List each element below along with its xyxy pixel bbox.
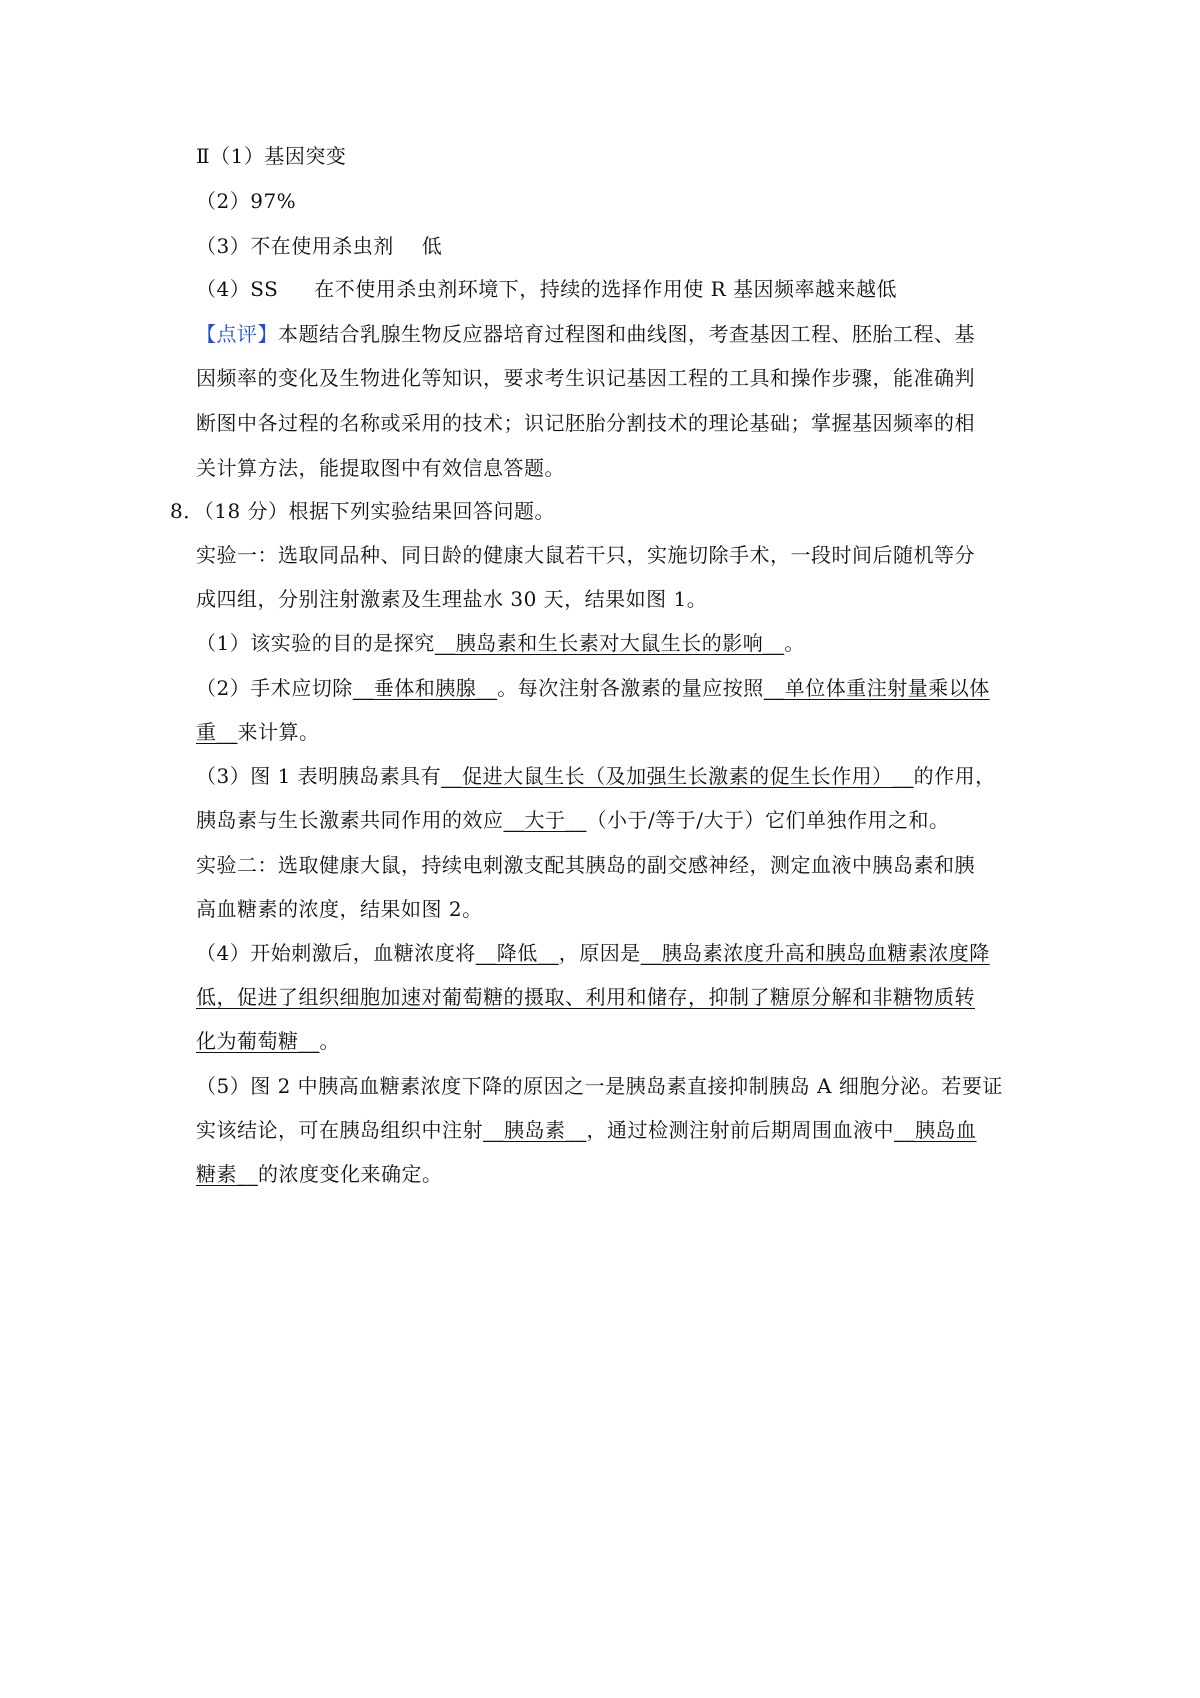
comment-line-2 xyxy=(196,364,975,392)
sub-question-5-answer-2b: 糖素__ xyxy=(196,1162,258,1186)
sub-question-5-line-2 xyxy=(196,1116,977,1144)
part2-answer-2-text: （2）97% xyxy=(196,189,297,213)
part2-answer-3 xyxy=(196,232,442,260)
comment-text-4: 关计算方法，能提取图中有效信息答题。 xyxy=(196,456,565,480)
sub-question-4-answer-2a: __胰岛素浓度升高和胰岛血糖素浓度降 xyxy=(640,941,990,965)
experiment-1-line-2 xyxy=(196,585,707,613)
sub-question-1-answer: __胰岛素和生长素对大鼠生长的影响__ xyxy=(434,631,785,655)
question-8-title xyxy=(170,497,555,525)
part2-answer-3-value: 低 xyxy=(421,234,443,258)
sub-question-2-answer-2b: 重__ xyxy=(196,720,238,744)
sub-question-2-answer-2a: __单位体重注射量乘以体 xyxy=(763,676,990,700)
sub-question-4-line-1 xyxy=(196,939,990,967)
sub-question-5-answer-2a: __胰岛血 xyxy=(894,1118,977,1142)
sub-question-5-answer-1: __胰岛素__ xyxy=(483,1118,587,1142)
sub-question-4-end: 。 xyxy=(319,1029,340,1053)
sub-question-5-prompt: （5）图 2 中胰高血糖素浓度下降的原因之一是胰岛素直接抑制胰岛 A 细胞分泌。若要证 xyxy=(196,1074,1003,1098)
sub-question-3-line-2 xyxy=(196,806,949,834)
comment-text-2: 因频率的变化及生物进化等知识，要求考生识记基因工程的工具和操作步骤，能准确判 xyxy=(196,366,975,390)
experiment-2-line-2 xyxy=(196,895,483,923)
sub-question-3-line-1 xyxy=(196,762,996,790)
comment-line-3 xyxy=(196,409,975,437)
part2-answer-4-genotype: （4）SS xyxy=(196,277,279,301)
sub-question-4-line-3 xyxy=(196,1027,340,1055)
sub-question-1 xyxy=(196,629,805,657)
sub-question-3-prompt: （3）图 1 表明胰岛素具有 xyxy=(196,764,442,788)
sub-question-4-line-2 xyxy=(196,983,975,1011)
sub-question-3-end-1: 的作用， xyxy=(913,764,996,788)
sub-question-3-answer-2: __大于__ xyxy=(503,808,587,832)
sub-question-2-line-2 xyxy=(196,718,320,746)
sub-question-3-end-2: （小于/等于/大于）它们单独作用之和。 xyxy=(586,808,950,832)
sub-question-1-prompt: （1）该实验的目的是探究 xyxy=(196,631,435,655)
sub-question-2-line-1 xyxy=(196,674,990,702)
sub-question-4-answer-2c: 化为葡萄糖__ xyxy=(196,1029,320,1053)
part2-answer-1-text: Ⅱ（1）基因突变 xyxy=(196,144,347,168)
comment-tag: 【点评】 xyxy=(196,322,278,346)
part2-answer-4 xyxy=(196,275,897,303)
sub-question-3-prompt-2: 胰岛素与生长激素共同作用的效应 xyxy=(196,808,504,832)
sub-question-4-prompt: （4）开始刺激后，血糖浓度将 xyxy=(196,941,476,965)
sub-question-5-line-3 xyxy=(196,1160,443,1188)
question-8-title-text: 8．（18 分）根据下列实验结果回答问题。 xyxy=(170,499,556,523)
comment-line-1 xyxy=(196,320,975,348)
comment-text-1: 本题结合乳腺生物反应器培育过程图和曲线图，考查基因工程、胚胎工程、基 xyxy=(278,322,975,346)
experiment-2-line-1 xyxy=(196,851,975,879)
sub-question-4-answer-1: __降低__ xyxy=(475,941,559,965)
part2-answer-3-text: （3）不在使用杀虫剂 xyxy=(196,234,394,258)
sub-question-5-end: 的浓度变化来确定。 xyxy=(258,1162,443,1186)
comment-text-3: 断图中各过程的名称或采用的技术；识记胚胎分割技术的理论基础；掌握基因频率的相 xyxy=(196,411,975,435)
experiment-1-line-1 xyxy=(196,541,975,569)
part2-answer-2 xyxy=(196,187,296,215)
sub-question-5-line-1 xyxy=(196,1072,1003,1100)
experiment-2-text-1: 实验二：选取健康大鼠，持续电刺激支配其胰岛的副交感神经，测定血液中胰岛素和胰 xyxy=(196,853,975,877)
sub-question-2-end: 来计算。 xyxy=(237,720,320,744)
part2-answer-1 xyxy=(196,142,346,170)
sub-question-2-middle: 。每次注射各激素的量应按照 xyxy=(497,676,764,700)
sub-question-1-end: 。 xyxy=(784,631,805,655)
experiment-2-text-2: 高血糖素的浓度，结果如图 2。 xyxy=(196,897,483,921)
sub-question-2-answer-1: __垂体和胰腺__ xyxy=(352,676,498,700)
experiment-1-text-2: 成四组，分别注射激素及生理盐水 30 天，结果如图 1。 xyxy=(196,587,708,611)
sub-question-5-prompt-2: 实该结论，可在胰岛组织中注射 xyxy=(196,1118,483,1142)
sub-question-2-prompt: （2）手术应切除 xyxy=(196,676,353,700)
sub-question-4-answer-2b: 低，促进了组织细胞加速对葡萄糖的摄取、利用和储存，抑制了糖原分解和非糖物质转 xyxy=(196,985,975,1009)
sub-question-5-middle: ，通过检测注射前后期周围血液中 xyxy=(586,1118,894,1142)
sub-question-4-middle: ，原因是 xyxy=(558,941,641,965)
part2-answer-4-reason: 在不使用杀虫剂环境下，持续的选择作用使 R 基因频率越来越低 xyxy=(314,277,898,301)
experiment-1-text-1: 实验一：选取同品种、同日龄的健康大鼠若干只，实施切除手术，一段时间后随机等分 xyxy=(196,543,975,567)
sub-question-3-answer-1: __促进大鼠生长（及加强生长激素的促生长作用）__ xyxy=(441,764,914,788)
comment-line-4 xyxy=(196,454,565,482)
